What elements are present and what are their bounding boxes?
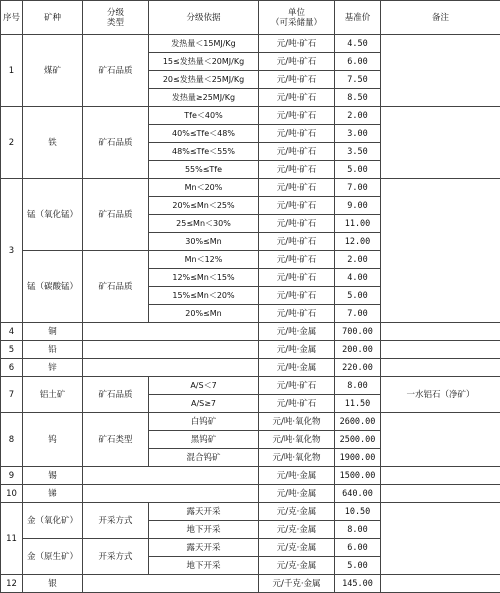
- price-cell: 3.50: [335, 143, 381, 161]
- table-row: [1, 179, 500, 197]
- basis-cell: 发热量＜15MJ/Kg: [149, 35, 259, 53]
- price-cell: 6.00: [335, 539, 381, 557]
- price-cell: 8.00: [335, 521, 381, 539]
- grade-type-cell: [83, 485, 259, 503]
- unit-cell: 元/吨·矿石: [259, 53, 335, 71]
- header-seq: 序号: [1, 1, 23, 35]
- unit-cell: 元/吨·矿石: [259, 35, 335, 53]
- header-row: [1, 1, 500, 35]
- price-cell: 10.50: [335, 503, 381, 521]
- remark-cell: [381, 323, 500, 341]
- unit-cell: 元/吨·矿石: [259, 233, 335, 251]
- header-mineral: 矿种: [23, 1, 83, 35]
- price-cell: 4.00: [335, 269, 381, 287]
- seq-cell: 1: [1, 35, 23, 107]
- mineral-cell: 煤矿: [23, 35, 83, 107]
- basis-cell: 露天开采: [149, 503, 259, 521]
- header-price: 基准价: [335, 1, 381, 35]
- basis-cell: 白钨矿: [149, 413, 259, 431]
- unit-cell: 元/吨·矿石: [259, 143, 335, 161]
- mineral-cell: 金（氧化矿）: [23, 503, 83, 539]
- table-row: [1, 413, 500, 431]
- unit-cell: 元/吨·矿石: [259, 89, 335, 107]
- unit-cell: 元/克·金属: [259, 539, 335, 557]
- price-cell: 11.00: [335, 215, 381, 233]
- unit-cell: 元/吨·矿石: [259, 269, 335, 287]
- price-cell: 2600.00: [335, 413, 381, 431]
- remark-cell: [381, 341, 500, 359]
- price-cell: 7.50: [335, 71, 381, 89]
- price-cell: 5.00: [335, 557, 381, 575]
- grade-type-cell: 矿石品质: [83, 377, 149, 413]
- grade-type-cell: [83, 467, 259, 485]
- unit-cell: 元/吨·矿石: [259, 161, 335, 179]
- remark-cell: [381, 359, 500, 377]
- unit-cell: 元/吨·金属: [259, 485, 335, 503]
- seq-cell: 7: [1, 377, 23, 413]
- price-cell: 5.00: [335, 161, 381, 179]
- mineral-cell: 铝土矿: [23, 377, 83, 413]
- remark-cell: 一水铝石（净矿）: [381, 377, 500, 413]
- unit-cell: 元/吨·矿石: [259, 107, 335, 125]
- unit-cell: 元/克·金属: [259, 521, 335, 539]
- unit-cell: 元/吨·矿石: [259, 395, 335, 413]
- price-cell: 2.00: [335, 251, 381, 269]
- mineral-cell: 锰（氧化锰）: [23, 179, 83, 251]
- price-cell: 200.00: [335, 341, 381, 359]
- table-row: [1, 107, 500, 125]
- header-basis: 分级依据: [149, 1, 259, 35]
- seq-cell: 3: [1, 179, 23, 323]
- grade-type-cell: [83, 359, 259, 377]
- price-cell: 11.50: [335, 395, 381, 413]
- remark-cell: [381, 35, 500, 107]
- price-cell: 5.00: [335, 287, 381, 305]
- basis-cell: Mn＜20%: [149, 179, 259, 197]
- price-cell: 4.50: [335, 35, 381, 53]
- basis-cell: 地下开采: [149, 521, 259, 539]
- price-cell: 8.50: [335, 89, 381, 107]
- table-row: [1, 323, 500, 341]
- grade-type-cell: 矿石类型: [83, 413, 149, 467]
- remark-cell: [381, 107, 500, 179]
- grade-type-cell: 开采方式: [83, 503, 149, 539]
- grade-type-cell: 矿石品质: [83, 107, 149, 179]
- seq-cell: 12: [1, 575, 23, 593]
- unit-cell: 元/克·金属: [259, 503, 335, 521]
- basis-cell: 25≤Mn＜30%: [149, 215, 259, 233]
- mineral-cell: 锡: [23, 467, 83, 485]
- mineral-cell: 银: [23, 575, 83, 593]
- basis-cell: 混合钨矿: [149, 449, 259, 467]
- unit-cell: 元/吨·金属: [259, 323, 335, 341]
- grade-type-cell: 矿石品质: [83, 251, 149, 323]
- seq-cell: 10: [1, 485, 23, 503]
- price-cell: 700.00: [335, 323, 381, 341]
- basis-cell: 30%≤Mn: [149, 233, 259, 251]
- unit-cell: 元/吨·矿石: [259, 125, 335, 143]
- basis-cell: 55%≤Tfe: [149, 161, 259, 179]
- mineral-cell: 铜: [23, 323, 83, 341]
- price-cell: 6.00: [335, 53, 381, 71]
- unit-cell: 元/吨·矿石: [259, 251, 335, 269]
- table-row: [1, 359, 500, 377]
- table-row: [1, 575, 500, 593]
- basis-cell: 15%≤Mn＜20%: [149, 287, 259, 305]
- grade-type-cell: 矿石品质: [83, 179, 149, 251]
- table-row: [1, 503, 500, 521]
- price-cell: 7.00: [335, 305, 381, 323]
- table-row: [1, 485, 500, 503]
- price-cell: 1900.00: [335, 449, 381, 467]
- unit-cell: 元/吨·矿石: [259, 179, 335, 197]
- unit-cell: 元/吨·矿石: [259, 215, 335, 233]
- price-cell: 640.00: [335, 485, 381, 503]
- remark-cell: [381, 179, 500, 323]
- unit-cell: 元/吨·矿石: [259, 71, 335, 89]
- remark-cell: [381, 467, 500, 485]
- unit-cell: 元/吨·氧化物: [259, 449, 335, 467]
- grade-type-cell: 矿石品质: [83, 35, 149, 107]
- seq-cell: 5: [1, 341, 23, 359]
- seq-cell: 9: [1, 467, 23, 485]
- basis-cell: A/S＜7: [149, 377, 259, 395]
- grade-type-cell: 开采方式: [83, 539, 149, 575]
- unit-cell: 元/吨·矿石: [259, 377, 335, 395]
- grade-type-cell: [83, 341, 259, 359]
- unit-cell: 元/吨·金属: [259, 359, 335, 377]
- unit-cell: 元/吨·矿石: [259, 305, 335, 323]
- header-grade-type: 分级 类型: [83, 1, 149, 35]
- table-row: [1, 467, 500, 485]
- basis-cell: 20%≤Mn＜25%: [149, 197, 259, 215]
- basis-cell: A/S≥7: [149, 395, 259, 413]
- price-cell: 2500.00: [335, 431, 381, 449]
- basis-cell: 露天开采: [149, 539, 259, 557]
- basis-cell: 40%≤Tfe＜48%: [149, 125, 259, 143]
- mineral-cell: 金（原生矿）: [23, 539, 83, 575]
- seq-cell: 2: [1, 107, 23, 179]
- basis-cell: 15≤发热量＜20MJ/Kg: [149, 53, 259, 71]
- basis-cell: Tfe＜40%: [149, 107, 259, 125]
- seq-cell: 8: [1, 413, 23, 467]
- unit-cell: 元/吨·金属: [259, 467, 335, 485]
- unit-cell: 元/克·金属: [259, 557, 335, 575]
- table-row: [1, 377, 500, 395]
- mineral-cell: 锑: [23, 485, 83, 503]
- mineral-cell: 钨: [23, 413, 83, 467]
- remark-cell: [381, 413, 500, 467]
- basis-cell: 发热量≥25MJ/Kg: [149, 89, 259, 107]
- mineral-cell: 铅: [23, 341, 83, 359]
- basis-cell: Mn＜12%: [149, 251, 259, 269]
- unit-cell: 元/吨·矿石: [259, 197, 335, 215]
- basis-cell: 黑钨矿: [149, 431, 259, 449]
- price-cell: 3.00: [335, 125, 381, 143]
- basis-cell: 48%≤Tfe＜55%: [149, 143, 259, 161]
- unit-cell: 元/千克·金属: [259, 575, 335, 593]
- table-row: [1, 341, 500, 359]
- basis-cell: 20≤发热量＜25MJ/Kg: [149, 71, 259, 89]
- seq-cell: 4: [1, 323, 23, 341]
- price-cell: 7.00: [335, 179, 381, 197]
- table-row: [1, 35, 500, 53]
- header-unit: 单位 （可采储量）: [259, 1, 335, 35]
- price-cell: 12.00: [335, 233, 381, 251]
- unit-cell: 元/吨·金属: [259, 341, 335, 359]
- price-cell: 1500.00: [335, 467, 381, 485]
- remark-cell: [381, 485, 500, 503]
- price-cell: 8.00: [335, 377, 381, 395]
- mineral-cell: 铁: [23, 107, 83, 179]
- unit-cell: 元/吨·氧化物: [259, 413, 335, 431]
- price-cell: 9.00: [335, 197, 381, 215]
- remark-cell: [381, 575, 500, 593]
- unit-cell: 元/吨·氧化物: [259, 431, 335, 449]
- basis-cell: 地下开采: [149, 557, 259, 575]
- mineral-cell: 锌: [23, 359, 83, 377]
- mineral-cell: 锰（碳酸锰）: [23, 251, 83, 323]
- header-remark: 备注: [381, 1, 500, 35]
- seq-cell: 6: [1, 359, 23, 377]
- seq-cell: 11: [1, 503, 23, 575]
- price-cell: 220.00: [335, 359, 381, 377]
- price-cell: 2.00: [335, 107, 381, 125]
- basis-cell: 12%≤Mn＜15%: [149, 269, 259, 287]
- basis-cell: 20%≤Mn: [149, 305, 259, 323]
- unit-cell: 元/吨·矿石: [259, 287, 335, 305]
- grade-type-cell: [83, 575, 259, 593]
- price-cell: 145.00: [335, 575, 381, 593]
- grade-type-cell: [83, 323, 259, 341]
- remark-cell: [381, 503, 500, 575]
